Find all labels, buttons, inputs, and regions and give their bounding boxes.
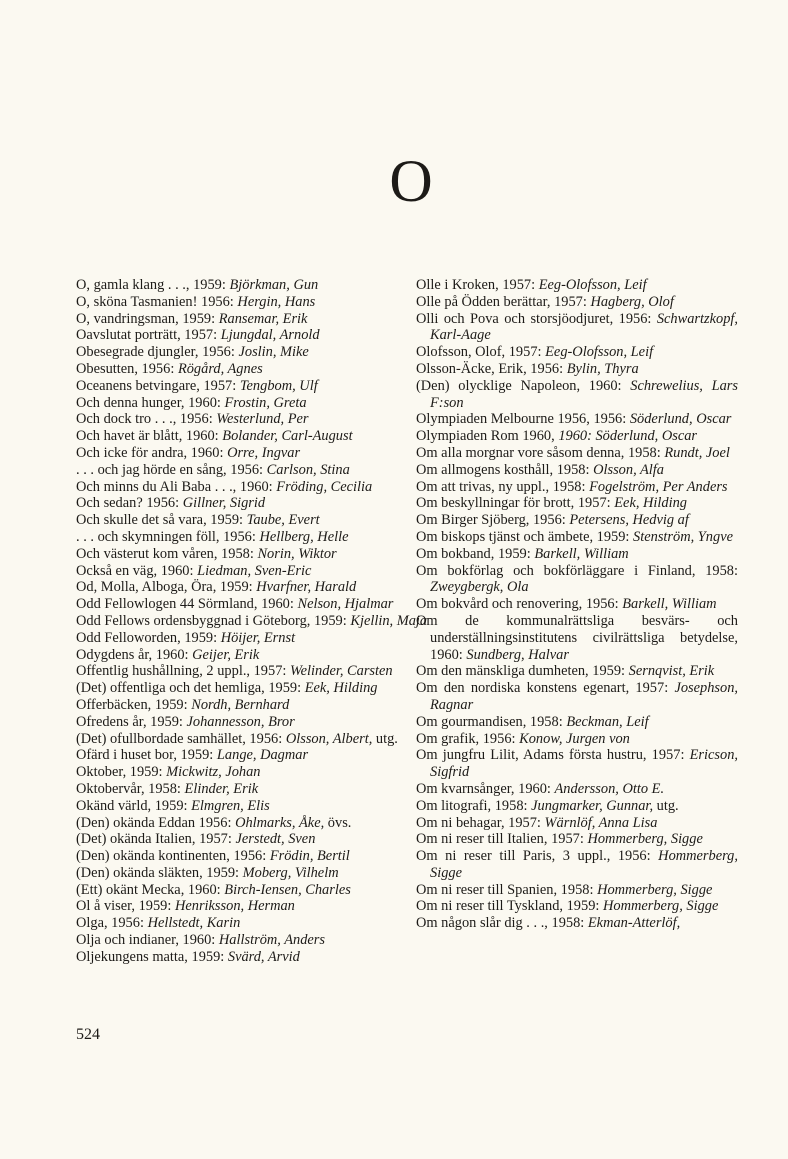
entry-author: Joslin, Mike (238, 344, 309, 361)
entry-author: Hommerberg, Sigge (597, 881, 713, 898)
index-entry (416, 361, 738, 378)
index-entry (76, 932, 434, 949)
index-entry (416, 495, 738, 512)
entry-title: Olofsson, Olof, 1957: (416, 344, 542, 361)
index-entry (416, 848, 738, 882)
index-entry (76, 294, 434, 311)
index-entry (76, 697, 434, 714)
index-entry (76, 815, 434, 832)
index-entry (76, 798, 434, 815)
entry-author: Welinder, Carsten (290, 663, 393, 680)
index-entry (76, 630, 434, 647)
entry-author: Eek, Hilding (304, 680, 378, 697)
entry-author: Gillner, Sigrid (182, 495, 266, 512)
index-entry (76, 344, 434, 361)
entry-title: Om någon slår dig . . ., 1958: (416, 915, 585, 932)
entry-author: Jungmarker, Gunnar, (531, 797, 654, 814)
entry-author: Konow, Jurgen von (519, 730, 630, 747)
index-entry (76, 563, 434, 580)
index-entry (76, 428, 434, 445)
entry-title: Oavslutat porträtt, 1957: (76, 327, 218, 344)
index-entry (416, 714, 738, 731)
index-entry (76, 831, 434, 848)
entry-title: Och sedan? 1956: (76, 495, 180, 512)
index-entry (76, 596, 434, 613)
entry-author: Henriksson, Herman (174, 898, 295, 915)
entry-title: Och havet är blått, 1960: (76, 428, 219, 445)
entry-title: Odd Fellows ordensbyggnad i Göteborg, 1959: (76, 612, 347, 629)
index-entry (416, 882, 738, 899)
entry-author: Hallström, Anders (218, 932, 325, 949)
entry-author: Lange, Dagmar (216, 747, 309, 764)
entry-author: Hagberg, Olof (590, 293, 674, 310)
entry-author: Olsson, Albert, (285, 730, 373, 747)
entry-title: Om biskops tjänst och ämbete, 1959: (416, 528, 630, 545)
entry-author: Barkell, William (622, 596, 717, 613)
index-entry (416, 294, 738, 311)
entry-title: Odd Felloworden, 1959: (76, 629, 218, 646)
index-entry (76, 378, 434, 395)
section-letter: O (389, 148, 433, 214)
entry-author: Moberg, Vilhelm (242, 864, 339, 881)
index-entry (76, 361, 434, 378)
entry-author: Birch-Iensen, Charles (224, 881, 351, 898)
entry-author: Westerlund, Per (216, 411, 309, 428)
entry-title: Offentlig hushållning, 2 uppl., 1957: (76, 663, 287, 680)
entry-title: Om den mänskliga dumheten, 1959: (416, 663, 626, 680)
entry-author: Bolander, Carl-August (222, 428, 353, 445)
entry-title: Oktober, 1959: (76, 764, 163, 781)
index-entry (76, 445, 434, 462)
entry-title: Om kvarnsånger, 1960: (416, 780, 551, 797)
entry-author: Rögård, Agnes (177, 360, 263, 377)
index-entry (76, 764, 434, 781)
entry-title: (Den) okända släkten, 1959: (76, 864, 240, 881)
entry-author: Rundt, Joel (664, 444, 730, 461)
entry-title: Od, Molla, Alboga, Öra, 1959: (76, 579, 253, 596)
entry-title: (Den) okända kontinenten, 1956: (76, 848, 267, 865)
index-column-right (416, 277, 738, 932)
entry-author: Fogelström, Per Anders (589, 478, 728, 495)
entry-role: utg. (656, 797, 679, 814)
entry-title: (Det) okända Italien, 1957: (76, 831, 232, 848)
entry-author: Elmgren, Elis (191, 797, 270, 814)
entry-title: Olle på Ödden berättar, 1957: (416, 293, 587, 310)
entry-author: Taube, Evert (246, 512, 320, 529)
index-entry (76, 529, 434, 546)
index-entry (416, 815, 738, 832)
entry-title: Om bokförlag och bokförläggare i Finland, 1958: (416, 562, 738, 579)
index-entry (416, 781, 738, 798)
entry-author: Beckman, Leif (566, 713, 649, 730)
entry-title: Om allmogens kosthåll, 1958: (416, 461, 590, 478)
entry-author: Svärd, Arvid (227, 948, 300, 965)
entry-title: (Det) ofullbordade samhället, 1956: (76, 730, 283, 747)
index-entry (416, 479, 738, 496)
entry-title: Ofärd i huset bor, 1959: (76, 747, 214, 764)
entry-author: Schrewelius, Lars F:son (430, 377, 738, 411)
index-entry (76, 731, 434, 748)
index-entry (76, 462, 434, 479)
entry-author: Björkman, Gun (229, 277, 319, 293)
index-entry (416, 411, 738, 428)
entry-title: Och skulle det så vara, 1959: (76, 512, 244, 529)
entry-author: Orre, Ingvar (227, 444, 301, 461)
entry-author: Hellstedt, Karin (147, 915, 241, 932)
entry-author: Nordh, Bernhard (191, 696, 290, 713)
index-entry (76, 848, 434, 865)
index-entry (76, 546, 434, 563)
index-entry (416, 529, 738, 546)
entry-author: Hommerberg, Sigge (603, 898, 719, 915)
entry-author: Josephson, Ragnar (430, 680, 739, 713)
entry-title: Obesegrade djungler, 1956: (76, 344, 235, 361)
entry-author: Höijer, Ernst (220, 629, 296, 646)
entry-author: Tengbom, Ulf (239, 377, 318, 394)
entry-title: Oktobervår, 1958: (76, 780, 181, 797)
index-entry (416, 311, 738, 345)
entry-title: (Den) olycklige Napoleon, 1960: (416, 377, 622, 394)
entry-title: Olga, 1956: (76, 915, 144, 932)
entry-title: Om alla morgnar vore såsom denna, 1958: (416, 444, 661, 461)
entry-title: Också en väg, 1960: (76, 562, 194, 579)
entry-author: Eek, Hilding (614, 495, 687, 512)
entry-author: Nelson, Hjalmar (297, 596, 394, 613)
entry-author: Wärnlöf, Anna Lisa (544, 814, 658, 831)
index-entry (76, 714, 434, 731)
entry-author: Mickwitz, Johan (166, 764, 261, 781)
index-entry (76, 479, 434, 496)
index-entry (416, 512, 738, 529)
entry-title: Om ni reser till Spanien, 1958: (416, 881, 594, 898)
entry-author: Frödin, Bertil (269, 848, 350, 865)
index-entry (416, 613, 738, 663)
entry-title: Okänd värld, 1959: (76, 797, 188, 814)
index-entry (76, 277, 434, 294)
index-entry (76, 781, 434, 798)
entry-title: Och västerut kom våren, 1958: (76, 545, 254, 562)
entry-author: 1960: Söderlund, Oscar (558, 428, 698, 445)
entry-title: (Det) offentliga och det hemliga, 1959: (76, 680, 302, 697)
index-entry (416, 663, 738, 680)
entry-title: Och minns du Ali Baba . . ., 1960: (76, 478, 273, 495)
entry-title: Olympiaden Melbourne 1956, 1956: (416, 411, 627, 428)
entry-title: Och denna hunger, 1960: (76, 394, 221, 411)
entry-author: Eeg-Olofsson, Leif (545, 344, 654, 361)
entry-title: Om den nordiska konstens egenart, 1957: (416, 680, 669, 697)
entry-title: Om beskyllningar för brott, 1957: (416, 495, 611, 512)
entry-author: Carlson, Stina (266, 461, 350, 478)
entry-title: Odygdens år, 1960: (76, 646, 189, 663)
entry-author: Liedman, Sven-Eric (197, 562, 312, 579)
entry-title: Om ni reser till Italien, 1957: (416, 831, 584, 848)
entry-author: Sernqvist, Erik (628, 663, 715, 680)
entry-title: Om de kommunalrättsliga besvärs- och underställningsinstitutens civilrättsliga betydelse, 1960: (416, 612, 738, 663)
entry-role: utg. (375, 730, 398, 747)
index-entry (416, 747, 738, 781)
index-entry (416, 344, 738, 361)
entry-author: Jerstedt, Sven (235, 831, 316, 848)
entry-title: Om ni behagar, 1957: (416, 814, 541, 831)
index-entry (416, 731, 738, 748)
entry-title: Om att trivas, ny uppl., 1958: (416, 478, 586, 495)
entry-author: Stenström, Yngve (633, 528, 733, 545)
entry-title: Och icke för andra, 1960: (76, 444, 224, 461)
index-entry (76, 680, 434, 697)
entry-author: Hergin, Hans (237, 293, 316, 310)
entry-author: Andersson, Otto E. (554, 780, 665, 797)
entry-title: Olli och Pova och storsjöodjuret, 1956: (416, 310, 652, 327)
entry-author: Barkell, William (534, 545, 629, 562)
entry-title: Om ni reser till Paris, 3 uppl., 1956: (416, 848, 651, 865)
entry-author: Hellberg, Helle (259, 528, 349, 545)
entry-author: Ericson, Sigfrid (430, 747, 738, 781)
index-entry (76, 495, 434, 512)
entry-title: O, vandringsman, 1959: (76, 310, 216, 327)
entry-author: Petersens, Hedvig af (569, 512, 689, 529)
entry-author: Geijer, Erik (192, 646, 260, 663)
entry-title: Offerbäcken, 1959: (76, 696, 188, 713)
entry-author: Hommerberg, Sigge (430, 848, 738, 881)
index-entry (416, 915, 738, 932)
index-entry (76, 311, 434, 328)
entry-author: Norin, Wiktor (257, 545, 337, 562)
entry-author: Fröding, Cecilia (276, 478, 373, 495)
entry-title: Om Birger Sjöberg, 1956: (416, 512, 566, 529)
entry-author: Sundberg, Halvar (466, 646, 569, 663)
entry-author: Eeg-Olofsson, Leif (538, 277, 647, 293)
entry-title: Oljekungens matta, 1959: (76, 948, 225, 965)
index-entry (76, 949, 434, 966)
entry-author: Söderlund, Oscar (629, 411, 732, 428)
index-entry (76, 579, 434, 596)
entry-title: O, sköna Tasmanien! 1956: (76, 293, 234, 310)
index-entry (416, 898, 738, 915)
entry-author: Elinder, Erik (184, 780, 259, 797)
entry-author: Ohlmarks, Åke, (235, 814, 325, 831)
index-entry (76, 613, 434, 630)
index-column-left (76, 277, 434, 966)
entry-author: Hvarfner, Harald (256, 579, 357, 596)
entry-title: . . . och skymningen föll, 1956: (76, 528, 256, 545)
index-entry (416, 428, 738, 445)
entry-title: Om gourmandisen, 1958: (416, 713, 563, 730)
entry-title: (Ett) okänt Mecka, 1960: (76, 881, 221, 898)
entry-title: Och dock tro . . ., 1956: (76, 411, 213, 428)
index-entry (76, 865, 434, 882)
entry-author: Schwartzkopf, Karl-Aage (430, 310, 738, 344)
index-entry (76, 747, 434, 764)
entry-author: Olsson, Alfa (593, 461, 664, 478)
entry-title: Om bokband, 1959: (416, 545, 531, 562)
index-entry (416, 563, 738, 597)
entry-author: Frostin, Greta (224, 394, 307, 411)
entry-author: Johannesson, Bror (186, 713, 295, 730)
entry-author: Ljungdal, Arnold (220, 327, 320, 344)
entry-title: Oceanens betvingare, 1957: (76, 377, 237, 394)
entry-title: Om bokvård och renovering, 1956: (416, 596, 619, 613)
entry-title: Odd Fellowlogen 44 Sörmland, 1960: (76, 596, 294, 613)
entry-title: Om litografi, 1958: (416, 797, 528, 814)
entry-title: Olle i Kroken, 1957: (416, 277, 536, 293)
entry-author: Ransemar, Erik (218, 310, 308, 327)
index-entry (76, 882, 434, 899)
entry-title: Om jungfru Lilit, Adams första hustru, 1957: (416, 747, 685, 764)
entry-title: (Den) okända Eddan 1956: (76, 814, 232, 831)
index-entry (76, 915, 434, 932)
index-entry (76, 395, 434, 412)
entry-author: Kjellin, Maja (350, 612, 428, 629)
entry-title: Olsson-Äcke, Erik, 1956: (416, 360, 564, 377)
entry-author: Zweygbergk, Ola (430, 579, 529, 596)
index-entry (76, 327, 434, 344)
index-entry (416, 277, 738, 294)
index-entry (416, 378, 738, 412)
index-entry (76, 898, 434, 915)
index-entry (416, 680, 738, 714)
index-entry (76, 647, 434, 664)
entry-title: . . . och jag hörde en sång, 1956: (76, 461, 264, 478)
index-entry (76, 512, 434, 529)
entry-title: Olja och indianer, 1960: (76, 932, 216, 949)
entry-author: Ekman-Atterlöf, (587, 915, 681, 932)
index-entry (416, 798, 738, 815)
index-entry (76, 663, 434, 680)
entry-author: Bylin, Thyra (566, 360, 639, 377)
entry-title: Ofredens år, 1959: (76, 713, 183, 730)
entry-title: Obesutten, 1956: (76, 360, 175, 377)
entry-title: Om grafik, 1956: (416, 730, 516, 747)
entry-title: Olympiaden Rom 1960, (416, 428, 555, 445)
entry-role: övs. (327, 814, 352, 831)
entry-title: O, gamla klang . . ., 1959: (76, 277, 226, 293)
index-entry (416, 831, 738, 848)
page-number: 524 (76, 1026, 100, 1043)
index-entry (416, 462, 738, 479)
index-entry (416, 596, 738, 613)
entry-title: Ol å viser, 1959: (76, 898, 172, 915)
index-entry (416, 445, 738, 462)
entry-author: Hommerberg, Sigge (587, 831, 703, 848)
index-entry (76, 411, 434, 428)
entry-title: Om ni reser till Tyskland, 1959: (416, 898, 600, 915)
index-entry (416, 546, 738, 563)
